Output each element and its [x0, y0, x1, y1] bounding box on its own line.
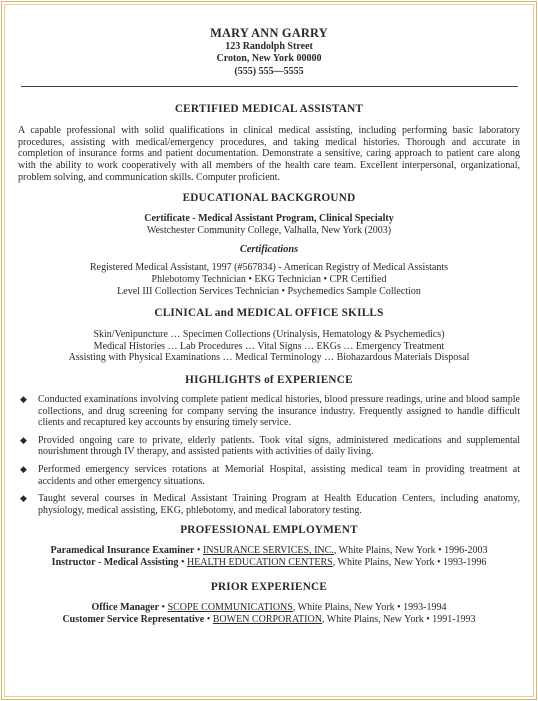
employment-list: [18, 545, 520, 568]
highlight-item: [18, 493, 520, 516]
certification-line: Phlebotomy Technician • EKG Technician • CPR Certified: [151, 273, 387, 285]
skills-heading: CLINICAL and MEDICAL OFFICE SKILLS: [154, 307, 384, 320]
bullet-separator: •: [180, 556, 185, 568]
employment-heading: PROFESSIONAL EMPLOYMENT: [180, 524, 358, 537]
school-name: Westchester Community College, Valhalla, New York (2003): [146, 224, 392, 236]
job-location: , White Plains, New York: [292, 602, 395, 614]
highlight-text: Taught several courses in Medical Assistant Training Program at Health Education Centers, including anatomy, physiology, medical assisting, EKG, phlebotomy, and medical laboratory testing.: [38, 493, 520, 516]
job-location: , White Plains, New York: [321, 614, 424, 626]
bullet-separator: •: [196, 545, 201, 557]
bullet-separator: •: [438, 545, 442, 557]
diamond-bullet-icon: ◆: [20, 434, 27, 445]
bullet-separator: •: [161, 602, 166, 614]
job-location: , White Plains, New York: [333, 545, 436, 557]
job-dates: 1996-2003: [444, 545, 488, 557]
objective-heading: CERTIFIED MEDICAL ASSISTANT: [174, 103, 364, 116]
skills-line: Skin/Venipuncture … Specimen Collections (Urinalysis, Hematology & Psychemedics): [93, 329, 445, 341]
highlights-list: [18, 394, 520, 516]
highlight-item: [18, 394, 520, 429]
highlight-text: Provided ongoing care to private, elderly patients. Took vital signs, administered medications and supplemental nourishment through IV therapy, and assisted patients with activities of daily living.: [38, 434, 520, 458]
highlight-text: Conducted examinations involving complete patient medical histories, blood pressure readings, urine and blood sample collections, and drug screening for company serving the insurance industry. Frequently assigned to handle difficult clients and recaptured key accounts by ensuring timely service.: [38, 393, 520, 429]
employment-entry: [18, 545, 520, 557]
job-dates: 1993-1996: [442, 556, 487, 568]
diamond-bullet-icon: ◆: [20, 463, 27, 474]
certificate-name: Certificate - Medical Assistant Program, Clinical Specialty: [144, 213, 394, 225]
bullet-separator: •: [397, 602, 401, 614]
prior-experience-list: [18, 602, 520, 625]
certification-line: Registered Medical Assistant, 1997 (#567834) - American Registry of Medical Assistants: [90, 262, 448, 274]
phone-number: (555) 555—5555: [234, 65, 304, 77]
certification-line: Level III Collection Services Technician • Psychemedics Sample Collection: [117, 285, 421, 297]
company-name: SCOPE COMMUNICATIONS: [167, 602, 293, 614]
highlight-item: [18, 435, 520, 458]
highlight-text: Performed emergency services rotations at Memorial Hospital, assisting medical team in providing treatment at accidents and other emergency situations.: [38, 463, 520, 487]
employment-entry: [18, 602, 520, 614]
certifications-subheading: Certifications: [239, 244, 299, 256]
contact-header: [18, 26, 520, 78]
diamond-bullet-icon: ◆: [20, 393, 27, 404]
skills-list: [18, 329, 520, 364]
job-dates: 1991-1993: [432, 614, 476, 626]
highlights-heading: HIGHLIGHTS of EXPERIENCE: [185, 373, 353, 386]
address-street: 123 Randolph Street: [225, 41, 313, 52]
job-role: Instructor - Medical Assisting: [51, 556, 179, 568]
bullet-separator: •: [436, 556, 441, 568]
employment-entry: [18, 557, 520, 569]
bullet-separator: •: [206, 614, 211, 626]
summary-paragraph: A capable professional with solid qualifications in clinical medical assisting, including performing basic laboratory procedures, assisting with medical/emergency procedures, and taking medical histories. Thorough and accurate in completion of insurance forms and patient documentation. Demonstrate a sensitive, caring approach to patient care along with the ability to work cooperatively with all members of the health care team. Excellent interpersonal, organizational, problem solving, and communication skills. Computer proficient.: [18, 125, 520, 183]
education-heading: EDUCATIONAL BACKGROUND: [182, 192, 356, 205]
skills-line: Assisting with Physical Examinations … Medical Terminology … Biohazardous Materials Disposal: [68, 352, 470, 364]
company-name: INSURANCE SERVICES, INC.: [202, 545, 334, 557]
bullet-separator: •: [426, 614, 430, 626]
certifications-list: [18, 262, 520, 297]
header-divider: [21, 86, 518, 87]
company-name: BOWEN CORPORATION: [212, 614, 322, 626]
highlight-item: [18, 464, 520, 487]
job-role: Paramedical Insurance Examiner: [50, 545, 195, 557]
job-role: Customer Service Representative: [62, 614, 205, 626]
resume-document: [18, 26, 520, 626]
job-role: Office Manager: [91, 602, 160, 614]
employment-entry: [18, 614, 520, 626]
prior-experience-heading: PRIOR EXPERIENCE: [210, 581, 328, 594]
company-name: HEALTH EDUCATION CENTERS: [186, 556, 333, 568]
job-dates: 1993-1994: [403, 602, 447, 614]
skills-line: Medical Histories … Lab Procedures … Vital Signs … EKGs … Emergency Treatment: [93, 340, 445, 352]
diamond-bullet-icon: ◆: [20, 493, 27, 504]
candidate-name: MARY ANN GARRY: [210, 26, 328, 40]
address-city: Croton, New York 00000: [216, 53, 322, 65]
job-location: , White Plains, New York: [332, 556, 435, 568]
